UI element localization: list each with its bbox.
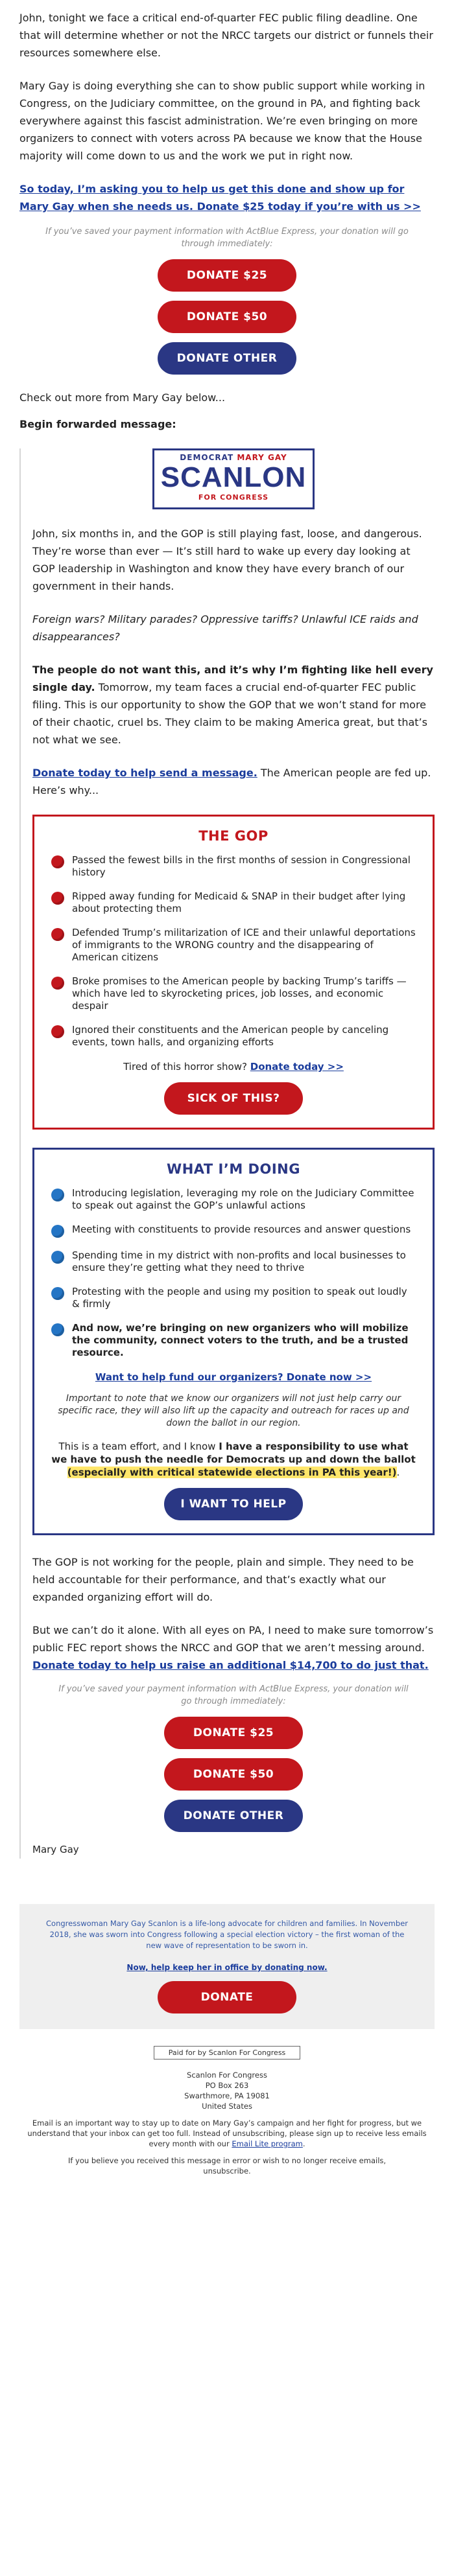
actblue-note: If you’ve saved your payment information with ActBlue Express, your donation will go through immediately:	[45, 227, 409, 249]
closing-paragraph-2: But we can’t do it alone. With all eyes on PA, I need to make sure tomorrow’s public FEC report shows the NRCC and GOP that we aren’t messing around. Donate today to help us raise an additional $14,700 to do just that.	[32, 1624, 434, 1671]
intro-section	[0, 0, 454, 433]
list-item: Spending time in my district with non-profits and local businesses to ensure they’re getting what they need to thrive	[51, 1249, 416, 1274]
email-lite-text: Email is an important way to stay up to date on Mary Gay’s campaign and her fight for progress, but we understand that your inbox can get too full. Instead of unsubscribing, please sign up to receive less emails every month with our Email Lite program.	[27, 2118, 427, 2148]
organizers-note: Important to note that we know our organizers will not just help carry our specific race, they will also lift up the capacity and outreach for races up and down the ballot in our region.	[58, 1393, 409, 1428]
list-item: Ripped away funding for Medicaid & SNAP in their budget after lying about protecting them	[51, 890, 416, 915]
intro-paragraph-1: John, tonight we face a critical end-of-quarter FEC public filing deadline. One that will determine whether or not the NRCC targets our district or funnels their resources somewhere else.	[19, 12, 433, 59]
list-item: Defended Trump’s militarization of ICE and their unlawful deportations of immigrants to the WRONG country and the disappearing of American citizens	[51, 927, 416, 964]
fund-organizers-link[interactable]: Want to help fund our organizers? Donate now >>	[95, 1371, 372, 1383]
fwd-paragraph-1: John, six months in, and the GOP is still playing fast, loose, and dangerous. They’re worse than ever — It’s still hard to wake up every day looking at GOP leadership in Washington and know they have every branch of our government in their hands.	[32, 528, 422, 592]
tired-line: Tired of this horror show? Donate today >>	[123, 1061, 344, 1073]
blue-bullet-icon	[51, 1323, 64, 1336]
red-bullet-icon	[51, 855, 64, 868]
blue-bullet-icon	[51, 1189, 64, 1201]
forwarded-message	[19, 448, 454, 1859]
doing-box-title: WHAT I’M DOING	[167, 1161, 300, 1177]
closing-paragraph-1: The GOP is not working for the people, plain and simple. They need to be held accountable for their performance, and that’s exactly what our expanded organizing effort will do.	[32, 1556, 414, 1603]
footer-donate-button[interactable]: DONATE	[158, 1981, 296, 2013]
list-item: Broke promises to the American people by backing Trump’s tariffs — which have led to skyrocketing prices, job losses, and economic despair	[51, 975, 416, 1012]
donate-other-button-2[interactable]: DONATE OTHER	[164, 1800, 303, 1832]
tired-donate-link[interactable]: Donate today >>	[250, 1061, 344, 1073]
gop-box-title: THE GOP	[198, 828, 269, 844]
doing-box	[32, 1148, 435, 1535]
donate-50-button[interactable]: DONATE $50	[158, 301, 296, 333]
fwd-paragraph-3: The people do not want this, and it’s why I’m fighting like hell every single day. Tomorrow, my team faces a crucial end-of-quarter FEC public filing. This is our opportunity to show the GOP that we won’t stand for more of their chaotic, cruel bs. They claim to be making America great, but that’s not what we see.	[32, 664, 433, 746]
red-bullet-icon	[51, 892, 64, 905]
intro-paragraph-2: Mary Gay is doing everything she can to show public support while working in Congress, on the Judiciary committee, on the ground in PA, and fighting back everywhere against this fascist administration. We’re even bringing on more organizers to connect with voters across PA because we know that the House majority will come down to us and the work we put in right now.	[19, 80, 425, 162]
keep-in-office-link[interactable]: Now, help keep her in office by donating now.	[126, 1963, 328, 1972]
logo-first-name: MARY GAY	[237, 453, 287, 462]
blue-bullet-icon	[51, 1251, 64, 1264]
donate-50-button-2[interactable]: DONATE $50	[164, 1758, 303, 1791]
fwd-paragraph-2: Foreign wars? Military parades? Oppressive tariffs? Unlawful ICE raids and disappearances?	[32, 613, 418, 643]
raise-14700-link[interactable]: Donate today to help us raise an additional $14,700 to do just that.	[32, 1659, 429, 1671]
list-item: Protesting with the people and using my position to speak out loudly & firmly	[51, 1286, 416, 1310]
unsubscribe-text: If you believe you received this message in error or wish to no longer receive emails,	[67, 2156, 387, 2165]
intro-donate-link[interactable]: So today, I’m asking you to help us get this done and show up for Mary Gay when she needs us. Donate $25 today if you’re with us >>	[19, 183, 421, 213]
red-bullet-icon	[51, 1025, 64, 1038]
donate-25-button-2[interactable]: DONATE $25	[164, 1717, 303, 1749]
logo-name: SCANLON	[160, 461, 307, 493]
email-lite-link[interactable]: Email Lite program	[232, 2139, 303, 2148]
red-bullet-icon	[51, 977, 64, 990]
signature: Mary Gay	[32, 1844, 79, 1855]
list-item: Ignored their constituents and the American people by canceling events, town halls, and organizing efforts	[51, 1024, 416, 1049]
list-item: Meeting with constituents to provide resources and answer questions	[51, 1224, 416, 1238]
footer-about-box	[19, 1904, 435, 2029]
fwd-paragraph-4: Donate today to help send a message. The American people are fed up. Here’s why...	[32, 767, 431, 796]
scanlon-logo	[152, 448, 315, 509]
team-effort-text: This is a team effort, and I know I have a responsibility to use what we have to push the needle for Democrats up and down the ballot (especially with critical statewide elections in PA this year!).	[51, 1441, 416, 1478]
actblue-note-2: If you’ve saved your payment information with ActBlue Express, your donation will go through immediately:	[58, 1684, 409, 1706]
check-out-text: Check out more from Mary Gay below...	[19, 391, 226, 404]
red-bullet-icon	[51, 928, 64, 941]
list-item: Passed the fewest bills in the first months of session in Congressional history	[51, 854, 416, 879]
paid-for-disclaimer: Paid for by Scanlon For Congress	[154, 2046, 300, 2060]
footer-about-text: Congresswoman Mary Gay Scanlon is a life-long advocate for children and families. In November 2018, she was sworn into Congress following a special election victory – the first woman of the new wave of representation to be sworn in.	[46, 1919, 408, 1950]
blue-bullet-icon	[51, 1287, 64, 1300]
unsubscribe-link[interactable]: unsubscribe.	[203, 2166, 251, 2176]
donate-other-button[interactable]: DONATE OTHER	[158, 342, 296, 375]
gop-box	[32, 815, 435, 1130]
logo-for-congress: FOR CONGRESS	[198, 493, 269, 502]
mailing-address: Scanlon For Congress PO Box 263 Swarthmore, PA 19081 United States	[184, 2071, 270, 2111]
list-item: And now, we’re bringing on new organizers who will mobilize the community, connect voters to the truth, and be a trusted resource.	[51, 1322, 416, 1359]
forwarded-label: Begin forwarded message:	[19, 418, 176, 430]
blue-bullet-icon	[51, 1225, 64, 1238]
i-want-to-help-button[interactable]: I WANT TO HELP	[164, 1488, 303, 1520]
list-item: Introducing legislation, leveraging my role on the Judiciary Committee to speak out against the GOP’s unlawful actions	[51, 1187, 416, 1212]
logo-democrat: DEMOCRAT	[180, 453, 234, 462]
donate-25-button[interactable]: DONATE $25	[158, 259, 296, 292]
send-message-link[interactable]: Donate today to help send a message.	[32, 767, 257, 779]
sick-of-this-button[interactable]: SICK OF THIS?	[164, 1082, 303, 1115]
